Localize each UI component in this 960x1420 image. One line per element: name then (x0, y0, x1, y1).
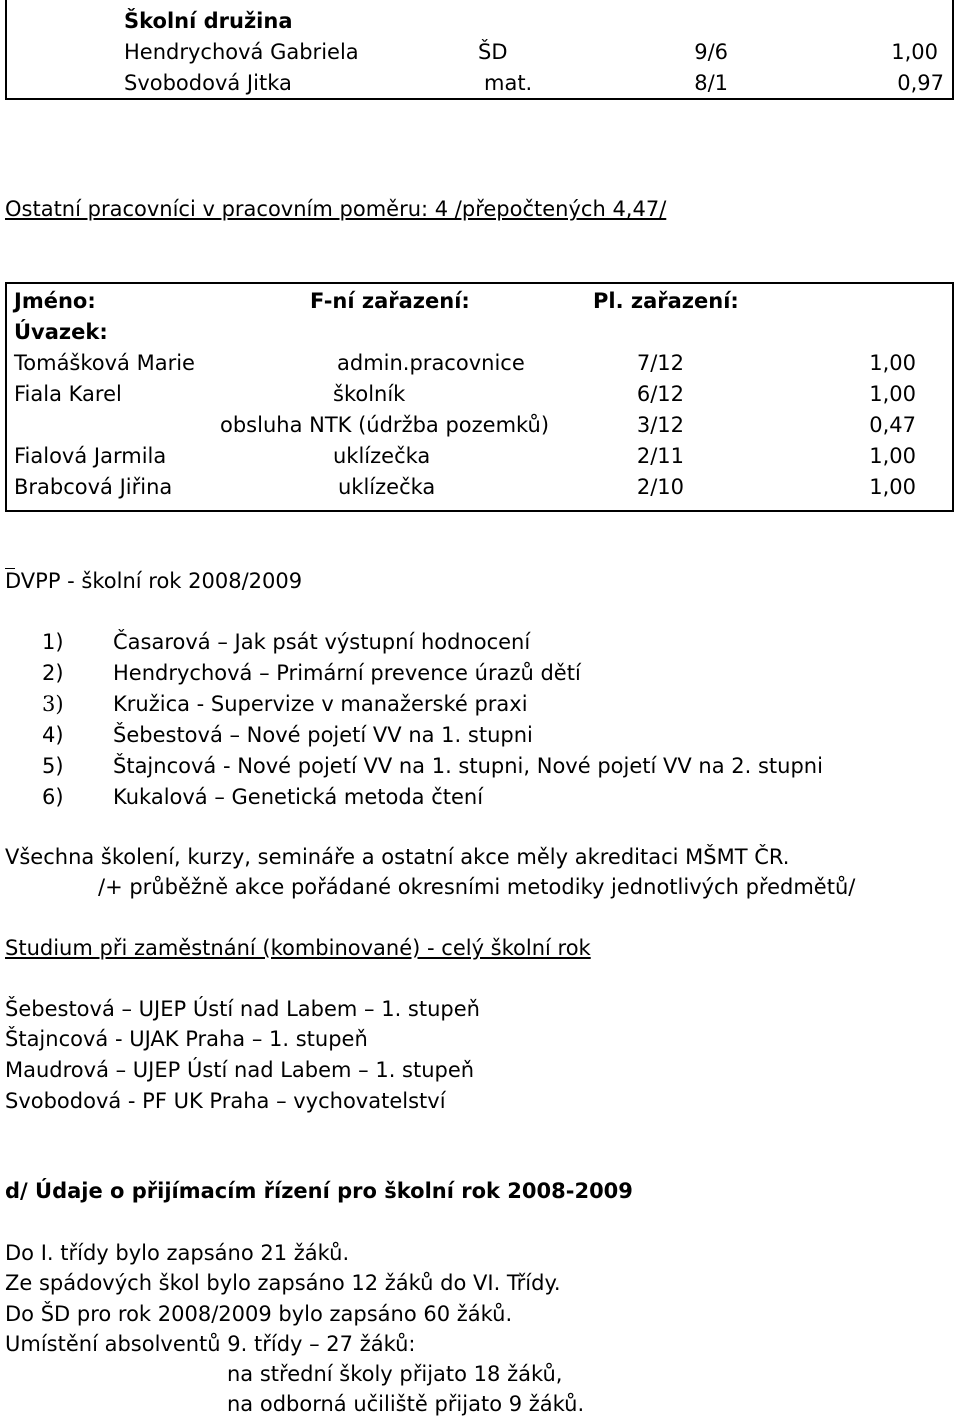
studium-item-2: Štajncová - UJAK Praha – 1. stupeň (5, 1027, 368, 1051)
dvpp-item-6-num: 6) (42, 785, 64, 809)
prijimaci-sub-line-2: na odborná učiliště přijato 9 žáků. (227, 1392, 585, 1416)
sd-row-2-name: Svobodová Jitka (124, 71, 292, 95)
staff-row-1-class: 7/12 (636, 351, 684, 375)
staff-row-2-func: školník (333, 382, 406, 406)
sd-row-1-uvazek: 1,00 (891, 40, 938, 64)
studium-item-4: Svobodová - PF UK Praha – vychovatelství (5, 1089, 446, 1113)
sd-row-2-class: 8/1 (694, 71, 728, 95)
metodiky-note: /+ průběžně akce pořádané okresními metodiky jednotlivých předmětů/ (98, 875, 856, 899)
studium-item-1: Šebestová – UJEP Ústí nad Labem – 1. stupeň (5, 997, 480, 1021)
staff-row-5-name: Brabcová Jiřina (14, 475, 173, 499)
prijimaci-heading: d/ Údaje o přijímacím řízení pro školní rok 2008-2009 (5, 1179, 633, 1203)
dvpp-item-5-text: Štajncová - Nové pojetí VV na 1. stupni, Nové pojetí VV na 2. stupni (113, 754, 823, 778)
studium-heading: Studium při zaměstnání (kombinované) - celý školní rok (5, 936, 591, 960)
dvpp-item-4-num: 4) (42, 723, 64, 747)
sd-row-2-func: mat. (484, 71, 533, 95)
staff-row-1-uvazek: 1,00 (869, 351, 916, 375)
staff-row-3-class: 3/12 (636, 413, 684, 437)
header-func: F-ní zařazení: (310, 289, 470, 313)
staff-row-3-uvazek: 0,47 (869, 413, 916, 437)
staff-row-1-name: Tomášková Marie (14, 351, 195, 375)
sd-row-2-uvazek: 0,97 (897, 71, 944, 95)
staff-row-5-func: uklízečka (338, 475, 436, 499)
dvpp-item-4-text: Šebestová – Nové pojetí VV na 1. stupni (113, 723, 533, 747)
staff-row-4-name: Fialová Jarmila (14, 444, 167, 468)
header-class: Pl. zařazení: (593, 289, 739, 313)
dvpp-item-2-text: Hendrychová – Primární prevence úrazů dětí (113, 661, 581, 685)
dvpp-heading: DVPP - školní rok 2008/2009 (5, 569, 303, 593)
ostatni-pracovnici-line: Ostatní pracovníci v pracovním poměru: 4 /přepočtených 4,47/ (5, 197, 667, 221)
sd-row-1-name: Hendrychová Gabriela (124, 40, 359, 64)
header-uvazek: Úvazek: (14, 320, 108, 344)
dvpp-item-5-num: 5) (42, 754, 64, 778)
studium-item-3: Maudrová – UJEP Ústí nad Labem – 1. stupeň (5, 1058, 475, 1082)
prijimaci-line-2: Ze spádových škol bylo zapsáno 12 žáků do VI. Třídy. (5, 1271, 561, 1295)
staff-row-4-func: uklízečka (333, 444, 431, 468)
staff-row-1-func: admin.pracovnice (337, 351, 525, 375)
staff-row-5-uvazek: 1,00 (869, 475, 916, 499)
skolni-druzina-title: Školní družina (124, 9, 293, 33)
sd-row-1-func: ŠD (478, 40, 508, 64)
staff-row-4-uvazek: 1,00 (869, 444, 916, 468)
akreditace-note: Všechna školení, kurzy, semináře a ostatní akce měly akreditaci MŠMT ČR. (5, 845, 790, 869)
dvpp-item-2-num: 2) (42, 661, 64, 685)
prijimaci-line-3: Do ŠD pro rok 2008/2009 bylo zapsáno 60 žáků. (5, 1302, 513, 1326)
staff-row-2-name: Fiala Karel (14, 382, 122, 406)
dvpp-item-1-text: Časarová – Jak psát výstupní hodnocení (113, 630, 531, 654)
prijimaci-line-4: Umístění absolventů 9. třídy – 27 žáků: (5, 1332, 416, 1356)
prijimaci-line-1: Do I. třídy bylo zapsáno 21 žáků. (5, 1241, 350, 1265)
staff-row-3-func: obsluha NTK (údržba pozemků) (220, 413, 550, 437)
staff-row-2-class: 6/12 (636, 382, 684, 406)
dvpp-item-6-text: Kukalová – Genetická metoda čtení (113, 785, 484, 809)
sd-row-1-class: 9/6 (694, 40, 728, 64)
dvpp-item-3-text: Kružica - Supervize v manažerské praxi (113, 692, 528, 716)
prijimaci-sub-line-1: na střední školy přijato 18 žáků, (227, 1362, 563, 1386)
staff-row-2-uvazek: 1,00 (869, 382, 916, 406)
staff-row-4-class: 2/11 (636, 444, 684, 468)
dvpp-item-1-num: 1) (42, 630, 64, 654)
staff-row-5-class: 2/10 (636, 475, 684, 499)
header-name: Jméno: (14, 289, 96, 313)
dvpp-item-3-num: 3) (42, 692, 64, 716)
